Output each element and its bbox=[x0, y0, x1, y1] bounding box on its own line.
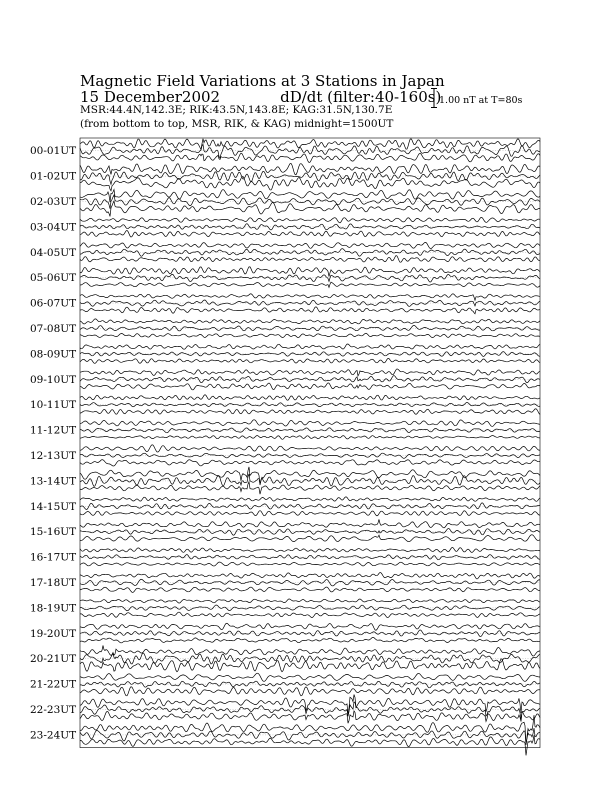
trace-RIK-11-12UT bbox=[80, 428, 540, 433]
trace-RIK-10-11UT bbox=[80, 403, 540, 407]
trace-MSR-01-02UT bbox=[80, 177, 540, 191]
row-label-15-16UT: 15-16UT bbox=[30, 526, 77, 539]
trace-KAG-19-20UT bbox=[80, 623, 540, 630]
row-label-03-04UT: 03-04UT bbox=[30, 221, 77, 234]
trace-KAG-10-11UT bbox=[80, 395, 540, 401]
trace-MSR-12-13UT bbox=[80, 460, 540, 466]
trace-KAG-06-07UT bbox=[80, 294, 540, 301]
trace-MSR-15-16UT bbox=[80, 535, 540, 542]
trace-MSR-03-04UT bbox=[80, 230, 540, 237]
trace-KAG-11-12UT bbox=[80, 420, 540, 427]
trace-MSR-16-17UT bbox=[80, 562, 540, 566]
mode-label: dD/dt (filter:40-160s) bbox=[280, 88, 442, 106]
trace-MSR-00-01UT bbox=[80, 153, 540, 162]
row-label-01-02UT: 01-02UT bbox=[30, 170, 77, 183]
row-label-17-18UT: 17-18UT bbox=[30, 577, 77, 589]
trace-MSR-09-10UT bbox=[80, 383, 540, 390]
row-label-19-20UT: 19-20UT bbox=[30, 627, 77, 640]
trace-KAG-20-21UT bbox=[80, 646, 540, 657]
date-label: 15 December2002 bbox=[80, 88, 221, 106]
row-label-04-05UT: 04-05UT bbox=[30, 246, 77, 259]
row-label-08-09UT: 08-09UT bbox=[30, 348, 77, 361]
trace-MSR-20-21UT bbox=[80, 659, 540, 672]
trace-MSR-17-18UT bbox=[80, 587, 540, 592]
trace-KAG-13-14UT bbox=[80, 467, 540, 485]
trace-KAG-05-06UT bbox=[80, 267, 540, 277]
trace-KAG-18-19UT bbox=[80, 599, 540, 603]
row-label-11-12UT: 11-12UT bbox=[30, 424, 77, 437]
row-label-12-13UT: 12-13UT bbox=[30, 450, 77, 462]
trace-RIK-19-20UT bbox=[80, 630, 540, 637]
trace-KAG-17-18UT bbox=[80, 573, 540, 580]
trace-MSR-02-03UT bbox=[80, 201, 540, 216]
row-label-23-24UT: 23-24UT bbox=[30, 729, 77, 742]
trace-RIK-21-22UT bbox=[80, 681, 540, 688]
row-label-00-01UT: 00-01UT bbox=[30, 145, 77, 158]
trace-KAG-03-04UT bbox=[80, 217, 540, 222]
trace-RIK-01-02UT bbox=[80, 171, 540, 184]
row-label-16-17UT: 16-17UT bbox=[30, 551, 77, 564]
row-label-20-21UT: 20-21UT bbox=[30, 653, 77, 666]
trace-RIK-18-19UT bbox=[80, 605, 540, 611]
trace-KAG-16-17UT bbox=[80, 548, 540, 553]
trace-MSR-22-23UT bbox=[80, 711, 540, 723]
row-label-09-10UT: 09-10UT bbox=[30, 373, 77, 386]
trace-RIK-20-21UT bbox=[80, 653, 540, 664]
trace-KAG-14-15UT bbox=[80, 497, 540, 502]
row-label-06-07UT: 06-07UT bbox=[30, 297, 77, 310]
row-label-07-08UT: 07-08UT bbox=[30, 323, 77, 335]
trace-KAG-15-16UT bbox=[80, 519, 540, 528]
row-label-13-14UT: 13-14UT bbox=[30, 475, 77, 488]
trace-MSR-18-19UT bbox=[80, 612, 540, 618]
trace-MSR-14-15UT bbox=[80, 511, 540, 516]
row-label-22-23UT: 22-23UT bbox=[30, 704, 77, 716]
row-label-14-15UT: 14-15UT bbox=[30, 500, 77, 513]
trace-KAG-12-13UT bbox=[80, 445, 540, 452]
trace-MSR-19-20UT bbox=[80, 637, 540, 643]
trace-RIK-13-14UT bbox=[80, 474, 540, 487]
trace-RIK-05-06UT bbox=[80, 274, 540, 282]
trace-RIK-22-23UT bbox=[80, 702, 540, 719]
trace-MSR-06-07UT bbox=[80, 307, 540, 314]
stations-line: MSR:44.4N,142.3E; RIK:43.5N,143.8E; KAG:31.5N,130.7E bbox=[80, 104, 393, 116]
trace-RIK-00-01UT bbox=[80, 144, 540, 158]
trace-MSR-21-22UT bbox=[80, 687, 540, 696]
trace-RIK-14-15UT bbox=[80, 503, 540, 510]
trace-KAG-00-01UT bbox=[80, 139, 540, 150]
trace-MSR-10-11UT bbox=[80, 409, 540, 415]
row-label-10-11UT: 10-11UT bbox=[30, 399, 77, 412]
trace-RIK-04-05UT bbox=[80, 249, 540, 257]
order-note: (from bottom to top, MSR, RIK, & KAG) midnight=1500UT bbox=[80, 118, 394, 130]
trace-KAG-23-24UT bbox=[80, 715, 540, 745]
trace-MSR-04-05UT bbox=[80, 256, 540, 263]
row-label-02-03UT: 02-03UT bbox=[30, 196, 77, 208]
trace-RIK-23-24UT bbox=[80, 728, 540, 745]
trace-MSR-08-09UT bbox=[80, 358, 540, 363]
scale-label: 1.00 nT at T=80s bbox=[439, 95, 523, 106]
trace-RIK-12-13UT bbox=[80, 453, 540, 458]
trace-MSR-13-14UT bbox=[80, 482, 540, 494]
trace-MSR-11-12UT bbox=[80, 436, 540, 440]
row-label-18-19UT: 18-19UT bbox=[30, 602, 77, 615]
row-label-21-22UT: 21-22UT bbox=[30, 678, 77, 691]
trace-MSR-23-24UT bbox=[80, 735, 540, 755]
trace-KAG-21-22UT bbox=[80, 673, 540, 681]
row-label-05-06UT: 05-06UT bbox=[30, 272, 77, 285]
trace-KAG-04-05UT bbox=[80, 242, 540, 248]
trace-KAG-08-09UT bbox=[80, 344, 540, 349]
plot-title: Magnetic Field Variations at 3 Stations in Japan bbox=[80, 72, 445, 90]
trace-KAG-09-10UT bbox=[80, 369, 540, 376]
trace-RIK-07-08UT bbox=[80, 325, 540, 331]
trace-KAG-07-08UT bbox=[80, 319, 540, 324]
trace-MSR-05-06UT bbox=[80, 282, 540, 287]
trace-MSR-07-08UT bbox=[80, 333, 540, 337]
